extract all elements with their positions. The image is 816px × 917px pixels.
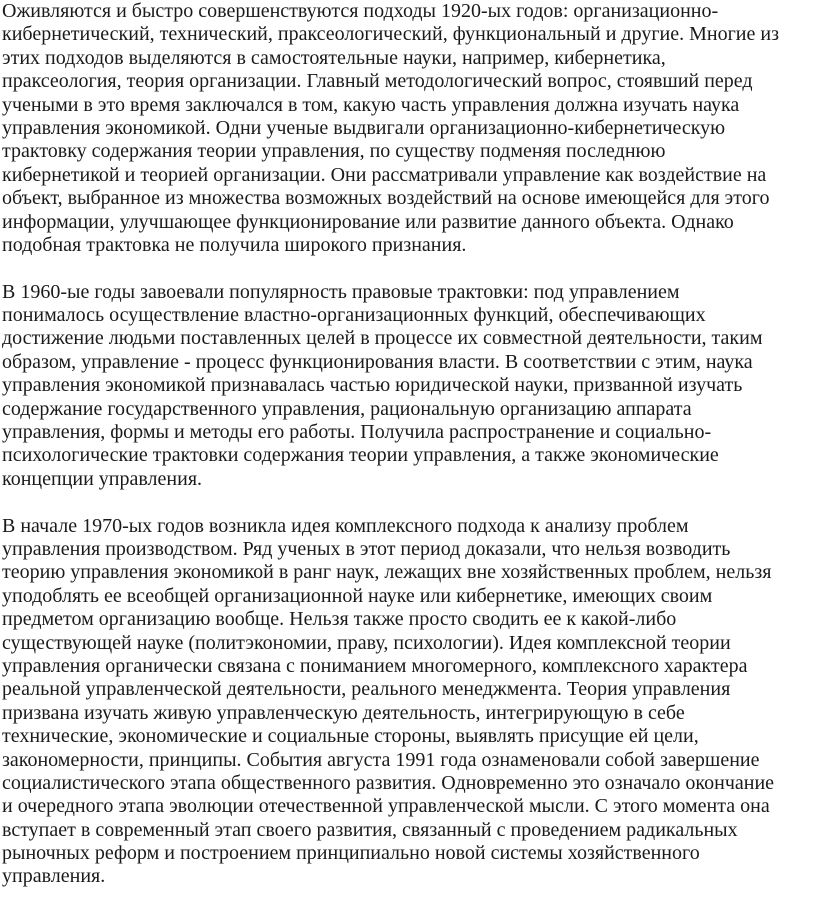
text-line: кибернетический, технический, праксеологический, функциональный и другие. Многие из bbox=[2, 23, 779, 46]
text-line: вступает в современный этап своего развития, связанный с проведением радикальных bbox=[2, 818, 738, 841]
text-line: достижение людьми поставленных целей в процессе их совместной деятельности, таким bbox=[2, 327, 763, 350]
text-line: существующей науке (политэкономии, праву, психологии). Идея комплексной теории bbox=[2, 631, 731, 654]
text-line: содержание государственного управления, рациональную организацию аппарата bbox=[2, 397, 692, 420]
text-line: управления органически связана с пониманием многомерного, комплексного характера bbox=[2, 654, 748, 677]
text-line: рыночных реформ и построением принципиально новой системы хозяйственного bbox=[2, 842, 700, 865]
paragraph-3 bbox=[2, 515, 810, 889]
text-line: понималось осуществление властно-организационных функций, обеспечивающих bbox=[2, 304, 706, 327]
text-line: и очередного этапа эволюции отечественной управленческой мысли. С этого момента она bbox=[2, 795, 770, 818]
text-line: управления экономикой. Одни ученые выдвигали организационно-кибернетическую bbox=[2, 116, 726, 139]
text-line: трактовку содержания теории управления, по существу подменяя последнюю bbox=[2, 140, 666, 163]
paragraph-2 bbox=[2, 281, 810, 492]
text-line: управления производством. Ряд ученых в этот период доказали, что нельзя возводить bbox=[2, 537, 731, 560]
text-line: психологические трактовки содержания теории управления, а также экономические bbox=[2, 444, 719, 467]
text-line: концепции управления. bbox=[2, 467, 203, 490]
text-line: уподоблять ее всеобщей организационной науке или кибернетике, имеющих своим bbox=[2, 584, 713, 607]
text-line: этих подходов выделяются в самостоятельные науки, например, кибернетика, bbox=[2, 46, 666, 69]
text-line: реальной управленческой деятельности, реального менеджмента. Теория управления bbox=[2, 678, 731, 701]
text-line: информации, улучшающее функционирование или развитие данного объекта. Однако bbox=[2, 210, 734, 233]
text-line: Оживляются и быстро совершенствуются подходы 1920-ых годов: организационно- bbox=[2, 0, 719, 22]
paragraph-spacer bbox=[2, 257, 810, 280]
text-line: В начале 1970-ых годов возникла идея комплексного подхода к анализу проблем bbox=[2, 514, 689, 537]
text-line: предметом организацию вообще. Нельзя также просто сводить ее к какой-либо bbox=[2, 608, 677, 631]
text-line: призвана изучать живую управленческую деятельность, интегрирующую в себе bbox=[2, 701, 685, 724]
text-line: праксеология, теория организации. Главный методологический вопрос, стоявший перед bbox=[2, 70, 753, 93]
paragraph-spacer bbox=[2, 491, 810, 514]
text-line: В 1960-ые годы завоевали популярность правовые трактовки: под управлением bbox=[2, 280, 680, 303]
text-line: управления экономикой признавалась частью юридической науки, призванной изучать bbox=[2, 374, 743, 397]
text-line: учеными в это время заключался в том, какую часть управления должна изучать наука bbox=[2, 93, 740, 116]
text-line: объект, выбранное из множества возможных воздействий на основе имеющейся для этого bbox=[2, 187, 770, 210]
text-line: подобная трактовка не получила широкого признания. bbox=[2, 233, 467, 256]
text-line: технические, экономические и социальные стороны, выявлять присущие ей цели, bbox=[2, 725, 699, 748]
text-line: управления. bbox=[2, 865, 106, 888]
text-line: управления, формы и методы его работы. Получила распространение и социально- bbox=[2, 421, 712, 444]
text-line: образом, управление - процесс функционирования власти. В соответствии с этим, наука bbox=[2, 350, 753, 373]
text-line: теорию управления экономикой в ранг наук, лежащих вне хозяйственных проблем, нельзя bbox=[2, 561, 772, 584]
text-line: закономерности, принципы. События августа 1991 года ознаменовали собой завершение bbox=[2, 748, 760, 771]
paragraph-1 bbox=[2, 0, 810, 257]
text-line: кибернетикой и теорией организации. Они рассматривали управление как воздействие на bbox=[2, 163, 767, 186]
text-line: социалистического этапа общественного развития. Одновременно это означало окончание bbox=[2, 771, 775, 794]
